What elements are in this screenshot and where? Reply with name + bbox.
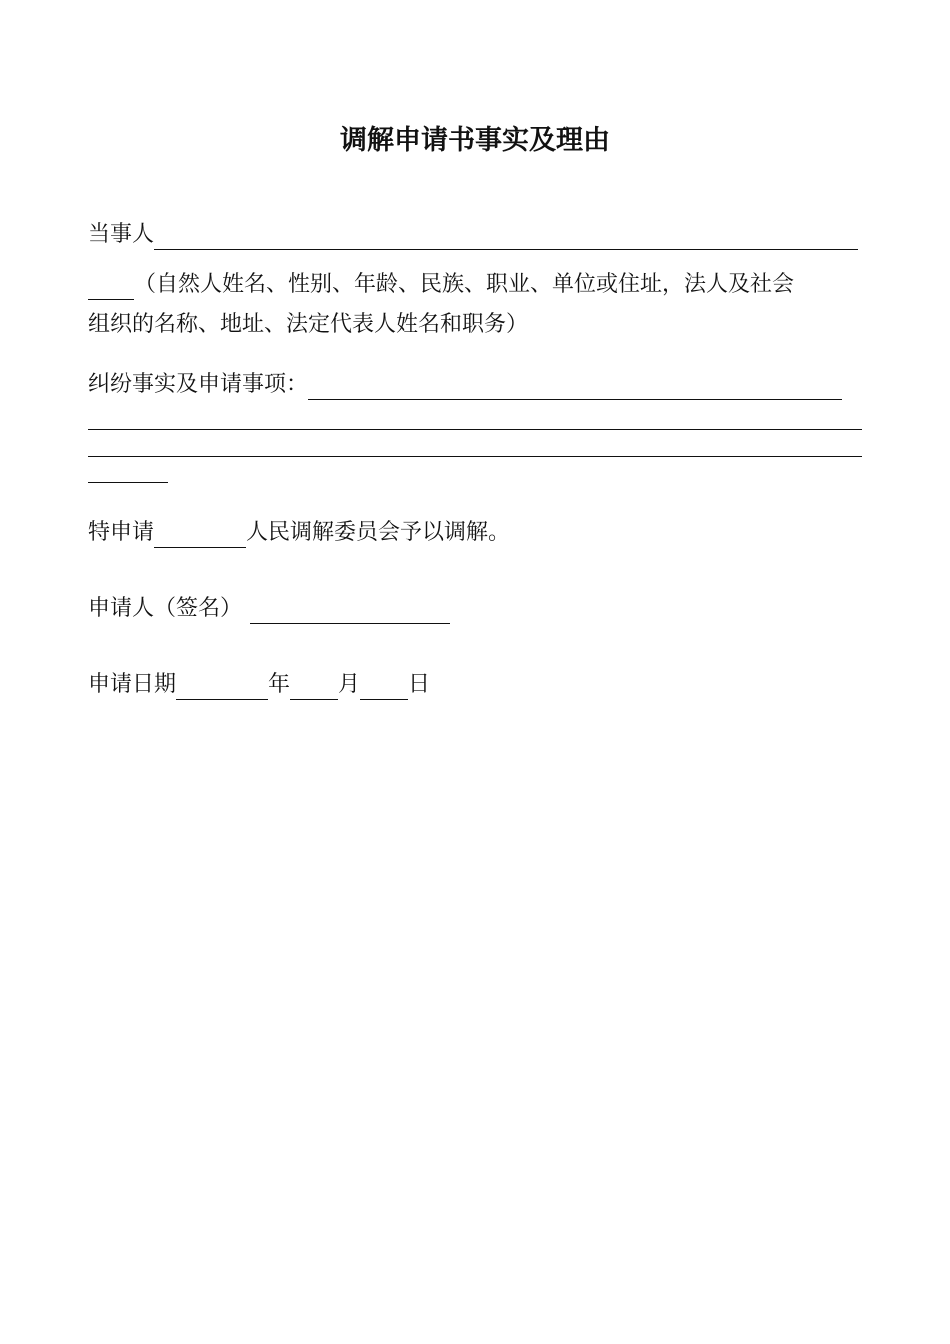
dispute-rule-3[interactable] bbox=[88, 482, 168, 483]
party-blank[interactable] bbox=[154, 227, 858, 250]
dispute-blank[interactable] bbox=[308, 377, 842, 400]
month-label: 月 bbox=[338, 672, 361, 697]
party-line bbox=[88, 220, 858, 250]
year-label: 年 bbox=[268, 672, 291, 697]
date-label: 申请日期 bbox=[88, 672, 177, 697]
request-line bbox=[88, 518, 510, 548]
party-label: 当事人 bbox=[88, 222, 155, 247]
committee-blank[interactable] bbox=[154, 525, 246, 548]
document-title: 调解申请书事实及理由 bbox=[340, 125, 610, 156]
request-prefix: 特申请 bbox=[88, 520, 155, 545]
dispute-label: 纠纷事实及申请事项： bbox=[88, 372, 309, 397]
signature-line bbox=[88, 594, 450, 624]
date-line bbox=[88, 670, 430, 700]
signature-blank[interactable] bbox=[250, 601, 450, 624]
year-blank[interactable] bbox=[176, 677, 268, 700]
dispute-line bbox=[88, 370, 842, 400]
dispute-rule-1[interactable] bbox=[88, 429, 862, 430]
dispute-rule-2[interactable] bbox=[88, 456, 862, 457]
request-suffix: 人民调解委员会予以调解。 bbox=[246, 520, 511, 545]
month-blank[interactable] bbox=[290, 677, 338, 700]
party-blank-continued[interactable] bbox=[88, 277, 134, 300]
party-note-text-2: 组织的名称、地址、法定代表人姓名和职务） bbox=[88, 312, 529, 337]
day-blank[interactable] bbox=[360, 677, 408, 700]
party-note-line-1 bbox=[88, 270, 794, 300]
day-label: 日 bbox=[408, 672, 431, 697]
party-note-line-2 bbox=[88, 310, 528, 340]
signature-label: 申请人（签名） bbox=[88, 596, 243, 621]
party-note-text-1: （自然人姓名、性别、年龄、民族、职业、单位或住址，法人及社会 bbox=[134, 272, 795, 297]
